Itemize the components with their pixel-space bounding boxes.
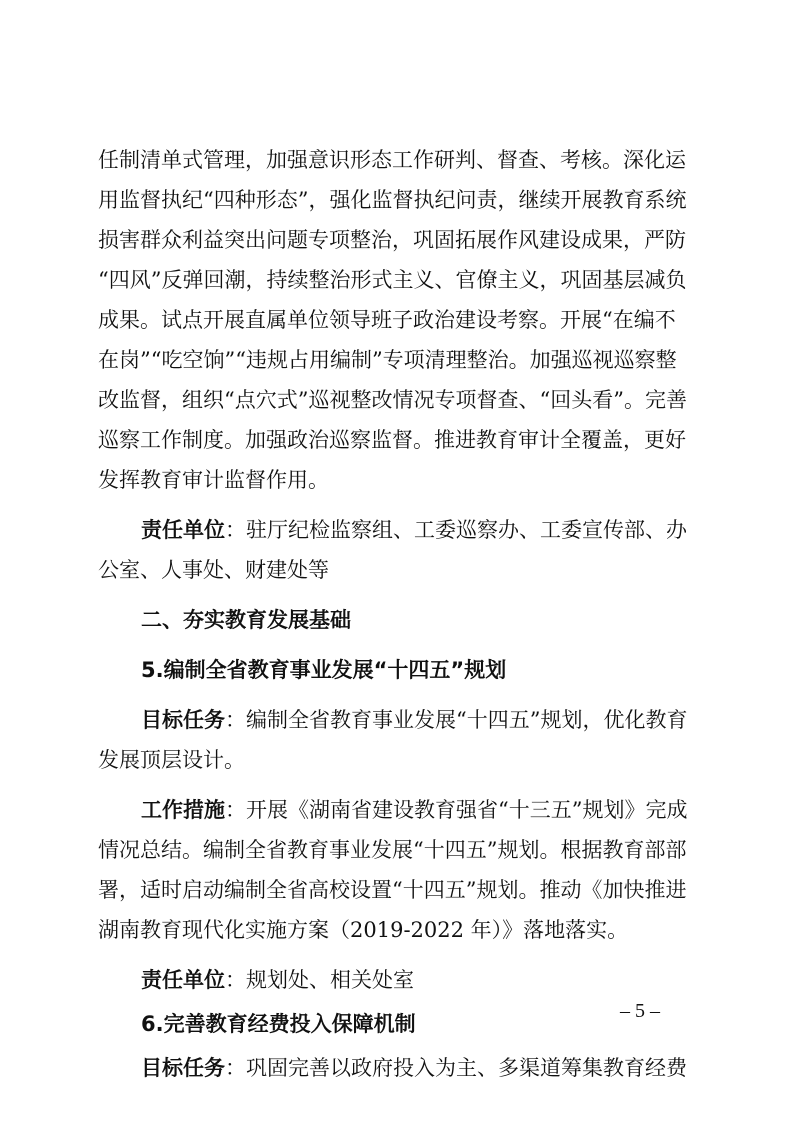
body-line: 在岗”“吃空饷”“违规占用编制”专项清理整治。加强巡视巡察整: [98, 348, 677, 372]
measures-text: ：开展《湖南省建设教育强省“十三五”规划》完成: [225, 798, 688, 822]
responsibility-line: [141, 516, 701, 544]
body-line: 发挥教育审计监督作用。: [98, 468, 329, 492]
responsibility-text: ：驻厅纪检监察组、工委巡察办、工委宣传部、办: [225, 518, 687, 542]
goal-label: 目标任务: [141, 1056, 225, 1080]
item-heading: 5.编制全省教育事业发展“十四五”规划: [141, 658, 507, 682]
measures-line: [141, 796, 701, 824]
body-line: 公室、人事处、财建处等: [98, 558, 329, 582]
body-line: 损害群众利益突出问题专项整治，巩固拓展作风建设成果，严防: [98, 228, 686, 252]
responsibility-text: ：规划处、相关处室: [225, 968, 414, 992]
body-line: 改监督，组织“点穴式”巡视整改情况专项督查、“回头看”。完善: [98, 388, 687, 412]
goal-label: 目标任务: [141, 708, 225, 732]
body-line: 成果。试点开展直属单位领导班子政治建设考察。开展“在编不: [98, 308, 676, 332]
responsibility-label: 责任单位: [141, 968, 225, 992]
body-line: 任制清单式管理，加强意识形态工作研判、督查、考核。深化运: [98, 148, 686, 172]
body-line: 用监督执纪“四种形态”，强化监督执纪问责，继续开展教育系统: [98, 188, 687, 212]
goal-text: ：编制全省教育事业发展“十四五”规划，优化教育: [225, 708, 688, 732]
body-line: 情况总结。编制全省教育事业发展“十四五”规划。根据教育部部: [98, 838, 687, 862]
responsibility-line: [141, 966, 701, 994]
goal-text: ：巩固完善以政府投入为主、多渠道筹集教育经费: [225, 1056, 687, 1080]
measures-label: 工作措施: [141, 798, 225, 822]
page-number: – 5 –: [620, 1000, 660, 1022]
body-line: “四风”反弹回潮，持续整治形式主义、官僚主义，巩固基层减负: [98, 268, 687, 292]
section-heading: 二、夯实教育发展基础: [141, 608, 351, 632]
responsibility-label: 责任单位: [141, 518, 225, 542]
goal-line: [141, 706, 701, 734]
body-line: 发展顶层设计。: [98, 748, 245, 772]
goal-line: [141, 1054, 701, 1082]
body-line: 巡察工作制度。加强政治巡察监督。推进教育审计全覆盖，更好: [98, 428, 686, 452]
item-heading: 6.完善教育经费投入保障机制: [141, 1012, 416, 1036]
body-line: 湖南教育现代化实施方案（2019-2022 年）》落地落实。: [98, 918, 629, 942]
body-line: 署，适时启动编制全省高校设置“十四五”规划。推动《加快推进: [98, 878, 687, 902]
